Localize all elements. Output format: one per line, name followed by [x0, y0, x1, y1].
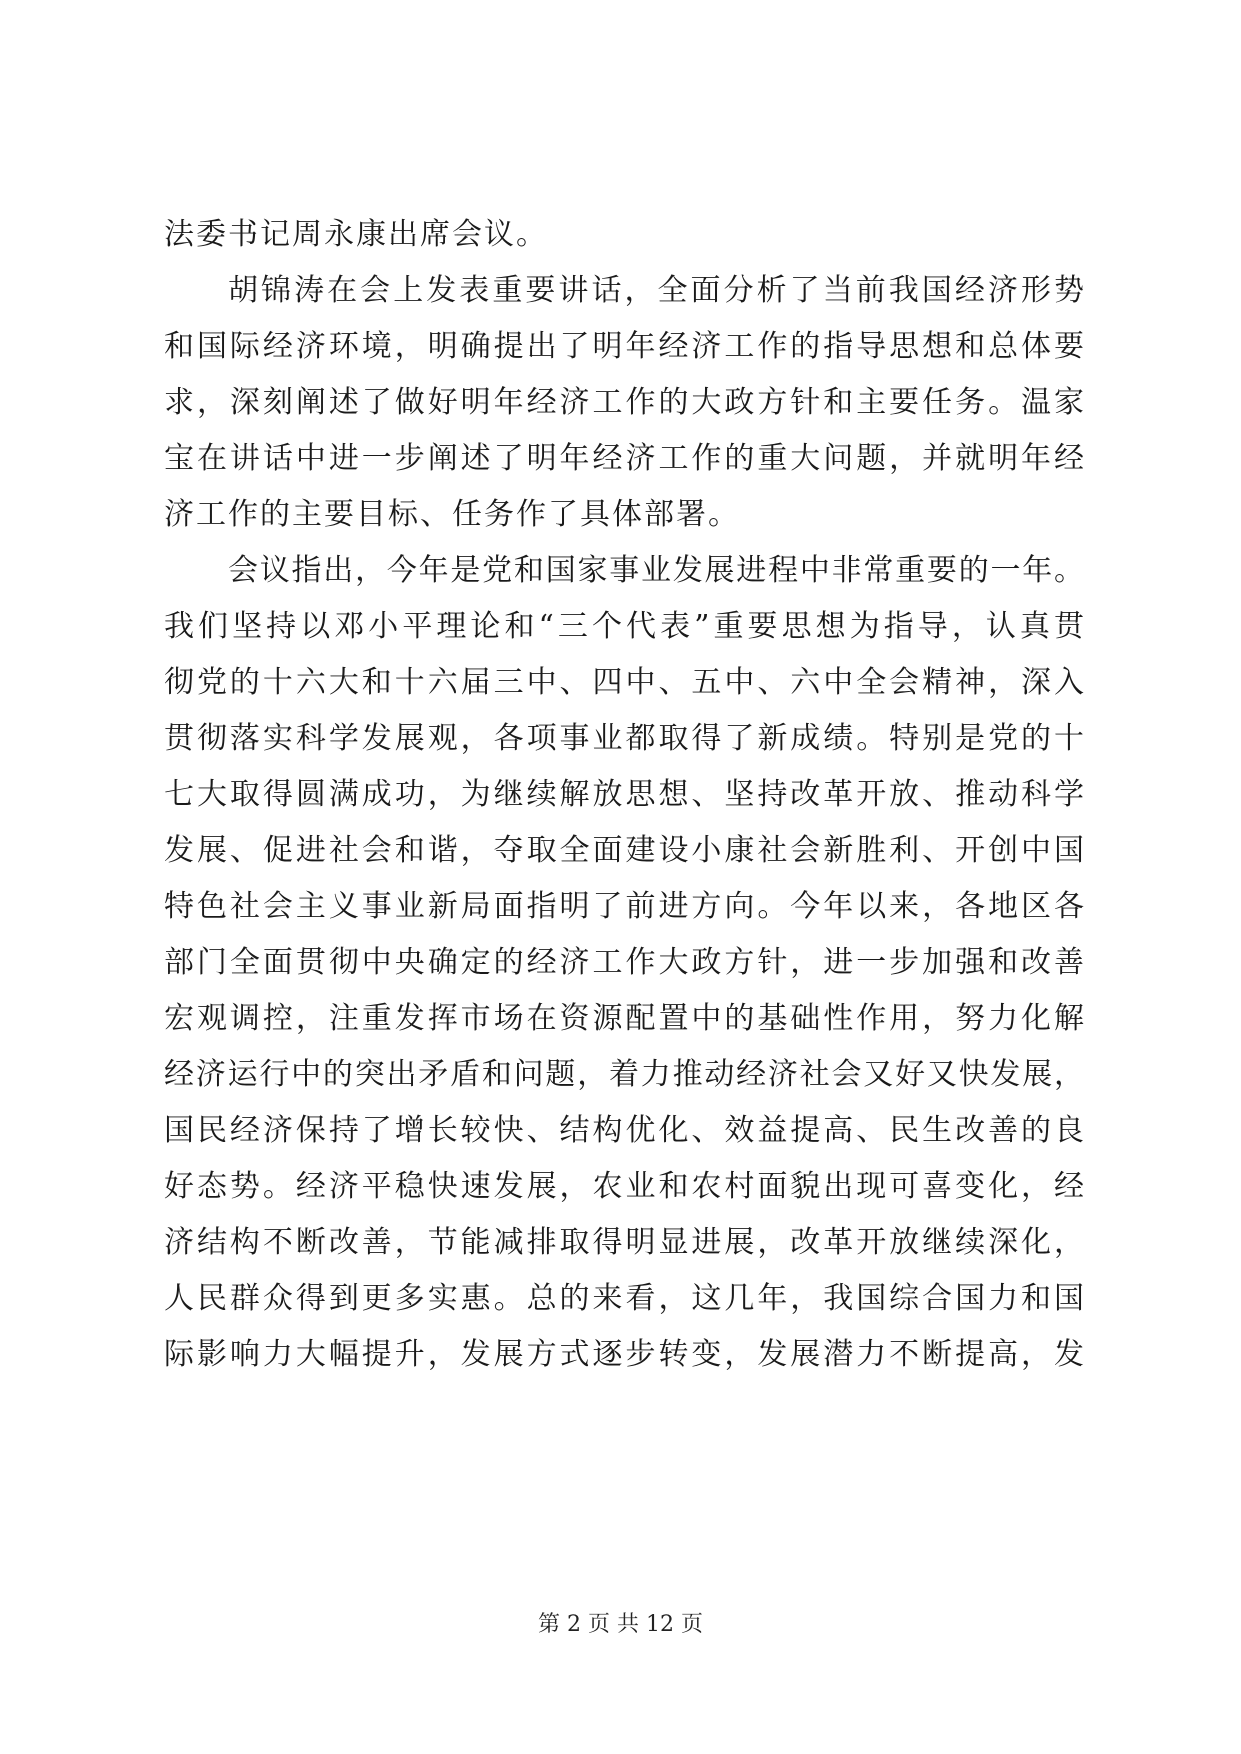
text-line: 彻党的十六大和十六届三中、四中、五中、六中全会精神，深入 — [164, 665, 1084, 700]
text-line: 宏观调控，注重发挥市场在资源配置中的基础性作用，努力化解 — [164, 1001, 1084, 1036]
text-line: 发展、促进社会和谐，夺取全面建设小康社会新胜利、开创中国 — [164, 833, 1084, 868]
text-line: 和国际经济环境，明确提出了明年经济工作的指导思想和总体要 — [164, 329, 1084, 364]
text-line: 法委书记周永康出席会议。 — [164, 217, 548, 252]
text-line: 好态势。经济平稳快速发展，农业和农村面貌出现可喜变化，经 — [164, 1169, 1084, 1204]
text-line: 我们坚持以邓小平理论和“三个代表”重要思想为指导，认真贯 — [164, 609, 1084, 644]
text-line: 会议指出，今年是党和国家事业发展进程中非常重要的一年。 — [228, 553, 1084, 588]
text-line: 求，深刻阐述了做好明年经济工作的大政方针和主要任务。温家 — [164, 385, 1084, 420]
text-line: 济结构不断改善，节能减排取得明显进展，改革开放继续深化， — [164, 1225, 1084, 1260]
text-line: 部门全面贯彻中央确定的经济工作大政方针，进一步加强和改善 — [164, 945, 1084, 980]
text-line: 宝在讲话中进一步阐述了明年经济工作的重大问题，并就明年经 — [164, 441, 1084, 476]
text-line: 际影响力大幅提升，发展方式逐步转变，发展潜力不断提高，发 — [164, 1337, 1084, 1372]
text-line: 贯彻落实科学发展观，各项事业都取得了新成绩。特别是党的十 — [164, 721, 1084, 756]
document-body — [164, 207, 1084, 1383]
text-line: 七大取得圆满成功，为继续解放思想、坚持改革开放、推动科学 — [164, 777, 1084, 812]
text-line: 特色社会主义事业新局面指明了前进方向。今年以来，各地区各 — [164, 889, 1084, 924]
text-line: 胡锦涛在会上发表重要讲话，全面分析了当前我国经济形势 — [228, 273, 1084, 308]
text-line: 人民群众得到更多实惠。总的来看，这几年，我国综合国力和国 — [164, 1281, 1084, 1316]
text-line: 济工作的主要目标、任务作了具体部署。 — [164, 497, 740, 532]
page-number: 第 2 页 共 12 页 — [538, 1612, 703, 1637]
text-line: 国民经济保持了增长较快、结构优化、效益提高、民生改善的良 — [164, 1113, 1084, 1148]
text-line: 经济运行中的突出矛盾和问题，着力推动经济社会又好又快发展， — [164, 1057, 1084, 1092]
